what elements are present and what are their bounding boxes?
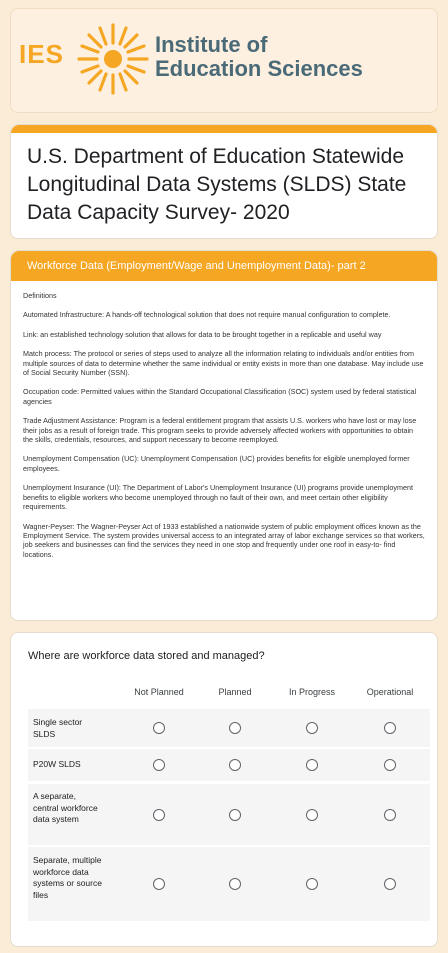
grid-row: [28, 847, 430, 921]
definition-item: Automated Infrastructure: A hands-off technological solution that does not require manual configuration to complete.: [23, 310, 391, 320]
question-title: Where are workforce data stored and managed?: [28, 650, 265, 662]
form-title-card: [10, 124, 438, 239]
column-header: In Progress: [288, 687, 336, 697]
definition-heading: Definitions: [23, 291, 57, 300]
column-header: Planned: [218, 687, 252, 697]
accent-bar: [11, 125, 437, 133]
definitions-block: [11, 281, 437, 559]
form-title: U.S. Department of Education Statewide Longitudinal Data Systems (SLDS) State Data Capacity Survey- 2020: [27, 145, 407, 224]
section-title: Workforce Data (Employment/Wage and Unemployment Data)- part 2: [11, 251, 437, 281]
definition-item: Unemployment Insurance (UI): The Department of Labor's Unemployment Insurance (UI) programs provide unemployment benefits to eligible workers who become unemployed through no fault of their own, and meet certain other eligibility requirements.: [23, 483, 413, 512]
org-name-line1: Institute of: [155, 32, 268, 57]
row-label: A separate, central workforce data system: [33, 791, 98, 824]
radio-planned[interactable]: [229, 722, 241, 734]
section-card: [10, 250, 438, 621]
definition-item: Match process: The protocol or series of steps used to analyze all the information relating to individuals and/or entities from multiple sources of data to determine whether the same individual or entity exists in more than one database. May include use of Social Security Number (SSN).: [23, 349, 424, 378]
header-banner: [10, 8, 438, 113]
question-card: [10, 632, 438, 947]
definition-item: Link: an established technology solution that allows for data to be brought together in a replicable and useful way: [23, 329, 382, 339]
radio-in-progress[interactable]: [306, 878, 318, 890]
logo-abbrev: IES: [19, 39, 64, 69]
column-header: Operational: [366, 687, 414, 697]
radio-not-planned[interactable]: [153, 759, 165, 771]
definition-item: Wagner-Peyser: The Wagner-Peyser Act of 1933 established a nationwide system of public employment offices known as the Employment Service. The system provides universal access to an integrated array of labor exchange services so that workers, job seekers and businesses can find the services they need in one stop and frequently under one roof in easy-to- find locations.: [23, 521, 425, 559]
grid-row: [28, 749, 430, 781]
radio-not-planned[interactable]: [153, 809, 165, 821]
radio-planned[interactable]: [229, 878, 241, 890]
radio-operational[interactable]: [384, 878, 396, 890]
radio-planned[interactable]: [229, 809, 241, 821]
radio-not-planned[interactable]: [153, 878, 165, 890]
definition-item: Trade Adjustment Assistance: Program is a federal entitlement program that assists U.S. workers who have lost or may lose their jobs as a result of foreign trade. This program seeks to provide adversely affected workers with opportunities to obtain the skills, credentials, resources, and support necessary to become reemployed.: [23, 416, 417, 445]
sunburst-icon: [75, 21, 151, 97]
radio-operational[interactable]: [384, 809, 396, 821]
org-name: [155, 33, 363, 81]
grid-row: [28, 709, 430, 747]
radio-planned[interactable]: [229, 759, 241, 771]
row-label: Separate, multiple workforce data systems or source files: [33, 855, 102, 900]
ies-logo: [17, 19, 377, 99]
column-header: Not Planned: [134, 687, 184, 697]
definition-item: Occupation code: Permitted values within the Standard Occupational Classification (SOC) system used by federal statistical agencies: [23, 387, 417, 406]
row-label: P20W SLDS: [33, 759, 81, 769]
radio-in-progress[interactable]: [306, 809, 318, 821]
grid-row: [28, 784, 430, 845]
radio-in-progress[interactable]: [306, 722, 318, 734]
radio-operational[interactable]: [384, 722, 396, 734]
definition-item: Unemployment Compensation (UC): Unemployment Compensation (UC) provides benefits for eligible unemployed former employees.: [23, 454, 410, 473]
radio-in-progress[interactable]: [306, 759, 318, 771]
org-name-line2: Education Sciences: [155, 56, 363, 81]
radio-not-planned[interactable]: [153, 722, 165, 734]
row-label: Single sector SLDS: [33, 717, 83, 739]
radio-operational[interactable]: [384, 759, 396, 771]
